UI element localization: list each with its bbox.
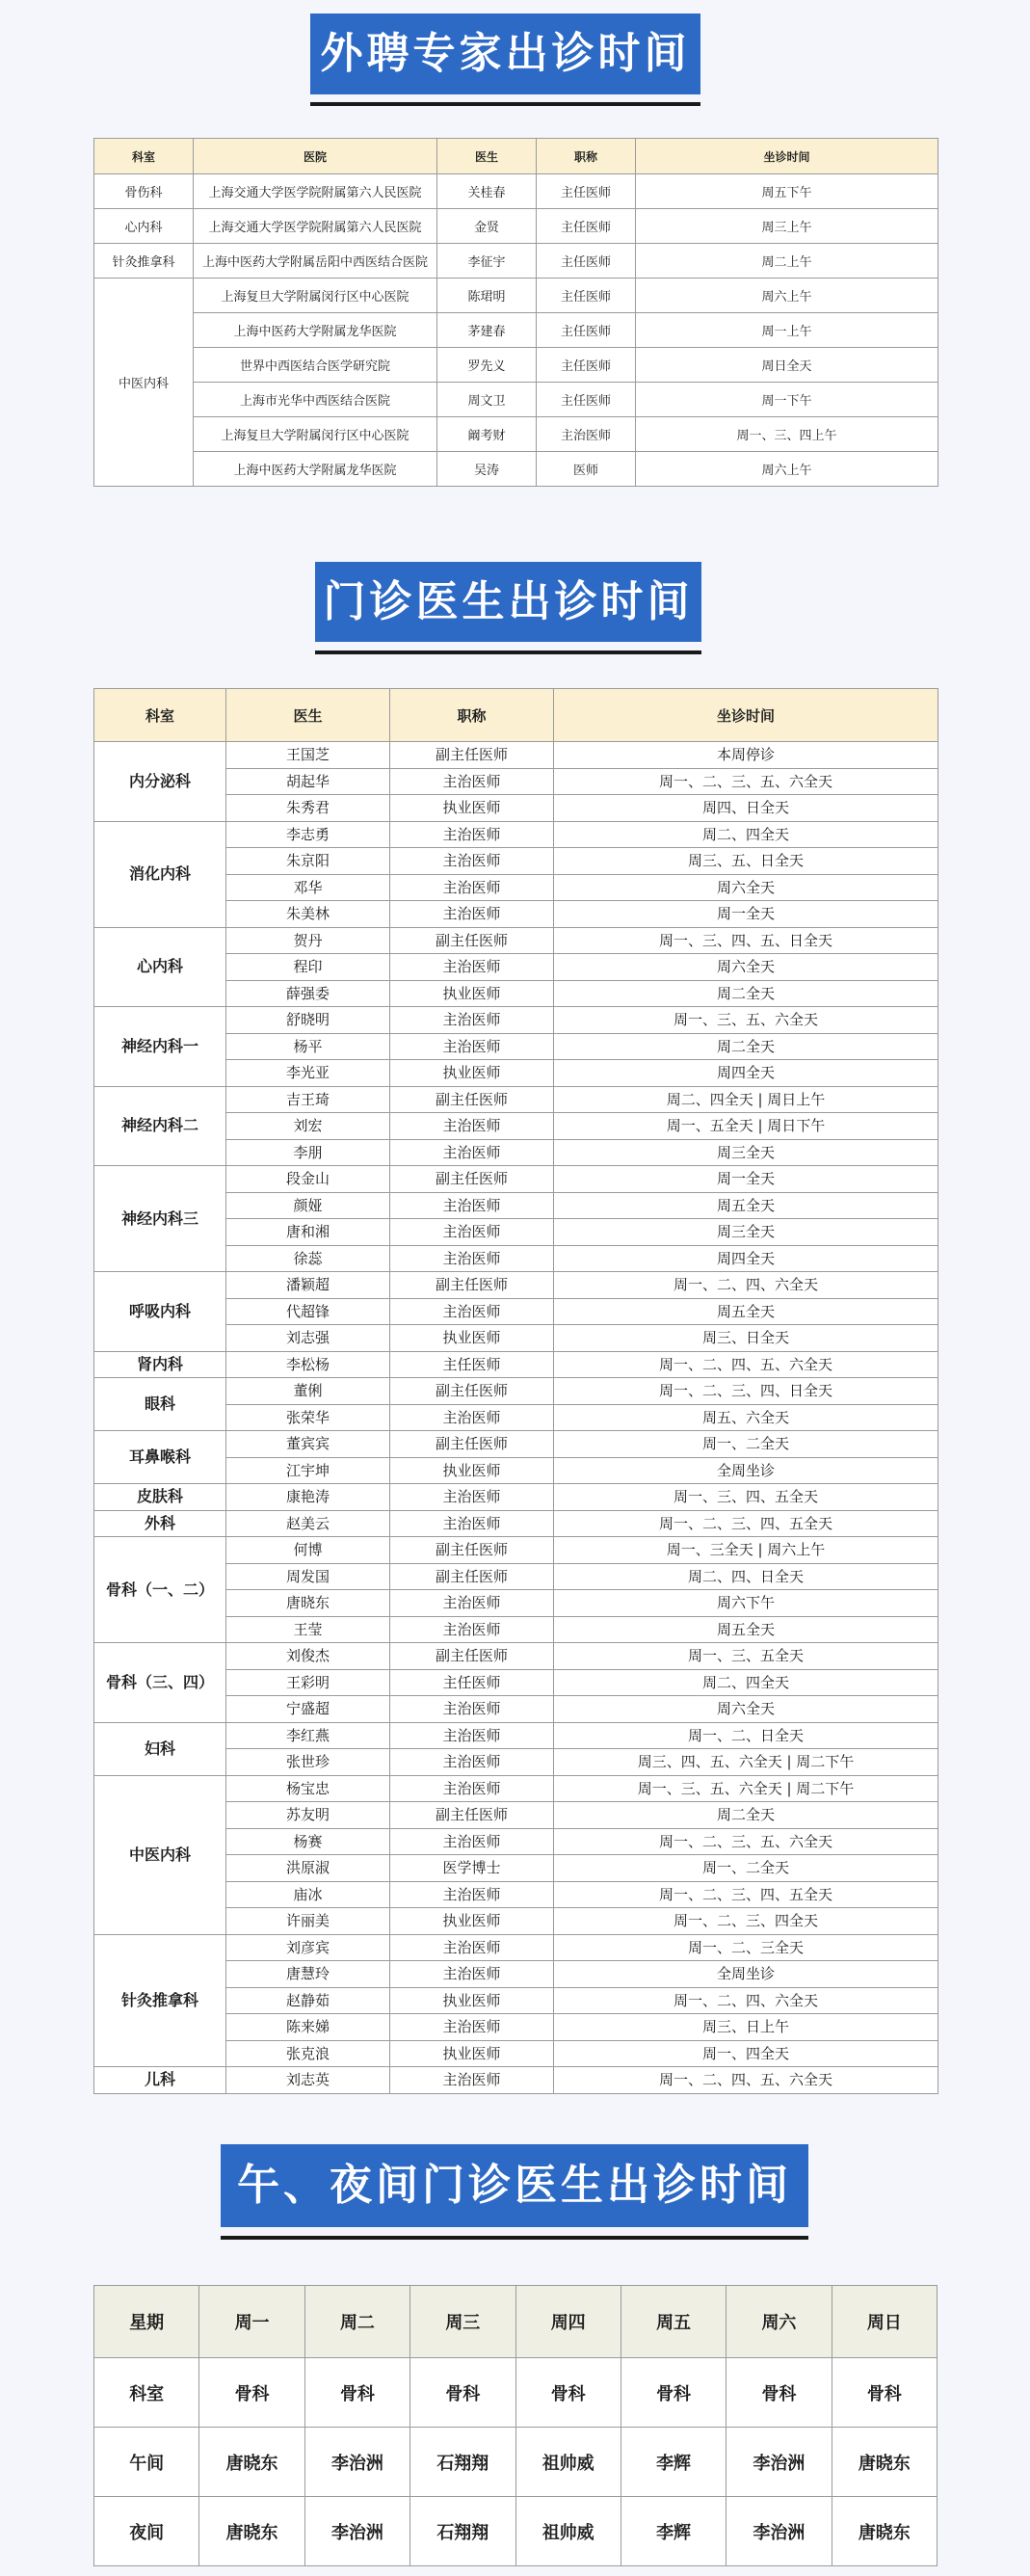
schedule-cell: 周一、二、四、五、六全天 bbox=[554, 1351, 938, 1378]
doctor-cell: 杨平 bbox=[226, 1033, 390, 1060]
schedule-cell: 唐晓东 bbox=[199, 2497, 304, 2566]
column-header: 坐诊时间 bbox=[554, 689, 938, 742]
schedule-cell: 周二全天 bbox=[554, 1802, 938, 1829]
title-cell: 主治医师 bbox=[390, 2014, 554, 2041]
doctor-cell: 潘颖超 bbox=[226, 1272, 390, 1299]
schedule-cell: 本周停诊 bbox=[554, 742, 938, 769]
section3-title-banner bbox=[221, 2144, 808, 2227]
doctor-cell: 舒晓明 bbox=[226, 1007, 390, 1034]
schedule-cell: 李治洲 bbox=[726, 2428, 832, 2497]
hospital-cell: 上海交通大学医学院附属第六人民医院 bbox=[194, 209, 437, 244]
schedule-cell: 石翔翔 bbox=[410, 2497, 515, 2566]
schedule-cell: 骨科 bbox=[515, 2358, 621, 2428]
hospital-cell: 上海市光华中西医结合医院 bbox=[194, 383, 437, 417]
doctor-cell: 李红燕 bbox=[226, 1722, 390, 1749]
table-row bbox=[94, 452, 938, 487]
table-row bbox=[94, 2067, 938, 2094]
table-row bbox=[94, 821, 938, 848]
schedule-cell: 唐晓东 bbox=[832, 2428, 937, 2497]
doctor-cell: 许丽美 bbox=[226, 1908, 390, 1935]
schedule-cell: 周四、日全天 bbox=[554, 795, 938, 822]
title-cell: 主治医师 bbox=[390, 1934, 554, 1961]
title-cell: 主任医师 bbox=[537, 383, 636, 417]
department-cell: 肾内科 bbox=[94, 1351, 226, 1378]
title-cell: 主治医师 bbox=[390, 1961, 554, 1988]
doctor-cell: 王国芝 bbox=[226, 742, 390, 769]
table-row bbox=[94, 1351, 938, 1378]
doctor-cell: 茅建春 bbox=[437, 313, 537, 348]
noon-night-clinic-table bbox=[93, 2285, 938, 2566]
doctor-cell: 刘志英 bbox=[226, 2067, 390, 2094]
schedule-cell: 周五下午 bbox=[636, 174, 938, 209]
title-cell: 主治医师 bbox=[390, 1404, 554, 1431]
schedule-cell: 周一、二、四、五、六全天 bbox=[554, 2067, 938, 2094]
department-cell: 内分泌科 bbox=[94, 742, 226, 822]
table-row bbox=[94, 348, 938, 383]
schedule-cell: 周二全天 bbox=[554, 1033, 938, 1060]
doctor-cell: 康艳涛 bbox=[226, 1484, 390, 1511]
schedule-cell: 周三全天 bbox=[554, 1139, 938, 1166]
doctor-cell: 董宾宾 bbox=[226, 1431, 390, 1458]
schedule-cell: 全周坐诊 bbox=[554, 1961, 938, 1988]
doctor-cell: 李朋 bbox=[226, 1139, 390, 1166]
department-cell: 骨科（一、二） bbox=[94, 1537, 226, 1643]
title-cell: 主治医师 bbox=[390, 1484, 554, 1511]
doctor-cell: 董俐 bbox=[226, 1378, 390, 1405]
doctor-cell: 程印 bbox=[226, 954, 390, 981]
section1-title-underline bbox=[310, 102, 700, 106]
schedule-cell: 周一、二、三、四、五全天 bbox=[554, 1881, 938, 1908]
column-header: 科室 bbox=[94, 689, 226, 742]
schedule-cell: 周四全天 bbox=[554, 1060, 938, 1087]
table-row bbox=[94, 1722, 938, 1749]
schedule-cell: 周日 bbox=[832, 2286, 937, 2358]
table-row bbox=[94, 209, 938, 244]
schedule-cell: 周一、四全天 bbox=[554, 2040, 938, 2067]
title-cell: 医师 bbox=[537, 452, 636, 487]
title-cell: 主治医师 bbox=[537, 417, 636, 452]
schedule-cell: 全周坐诊 bbox=[554, 1457, 938, 1484]
doctor-cell: 庙冰 bbox=[226, 1881, 390, 1908]
department-cell: 中医内科 bbox=[94, 1775, 226, 1934]
title-cell: 主治医师 bbox=[390, 1033, 554, 1060]
hospital-cell: 上海交通大学医学院附属第六人民医院 bbox=[194, 174, 437, 209]
department-cell: 皮肤科 bbox=[94, 1484, 226, 1511]
schedule-cell: 周六全天 bbox=[554, 954, 938, 981]
schedule-cell: 骨科 bbox=[199, 2358, 304, 2428]
doctor-cell: 朱秀君 bbox=[226, 795, 390, 822]
hospital-cell: 上海中医药大学附属龙华医院 bbox=[194, 452, 437, 487]
schedule-cell: 周一、二、日全天 bbox=[554, 1722, 938, 1749]
doctor-cell: 吴涛 bbox=[437, 452, 537, 487]
schedule-cell: 周六全天 bbox=[554, 874, 938, 901]
department-cell: 中医内科 bbox=[94, 279, 194, 487]
schedule-cell: 周五全天 bbox=[554, 1192, 938, 1219]
schedule-cell: 周二上午 bbox=[636, 244, 938, 279]
schedule-cell: 周二、四、日全天 bbox=[554, 1563, 938, 1590]
table-row bbox=[94, 2428, 938, 2497]
department-cell: 儿科 bbox=[94, 2067, 226, 2094]
doctor-cell: 金贤 bbox=[437, 209, 537, 244]
schedule-cell: 李辉 bbox=[621, 2497, 726, 2566]
schedule-cell: 李治洲 bbox=[304, 2497, 409, 2566]
schedule-cell: 周四 bbox=[515, 2286, 621, 2358]
schedule-cell: 周五 bbox=[621, 2286, 726, 2358]
hospital-cell: 世界中西医结合医学研究院 bbox=[194, 348, 437, 383]
title-cell: 主任医师 bbox=[537, 244, 636, 279]
department-cell: 神经内科二 bbox=[94, 1086, 226, 1166]
schedule-cell: 周一、三、四、五全天 bbox=[554, 1484, 938, 1511]
department-cell: 心内科 bbox=[94, 209, 194, 244]
doctor-cell: 洪原淑 bbox=[226, 1855, 390, 1882]
column-header: 坐诊时间 bbox=[636, 139, 938, 174]
table-row bbox=[94, 417, 938, 452]
table-row bbox=[94, 174, 938, 209]
schedule-cell: 周一、二、三全天 bbox=[554, 1934, 938, 1961]
doctor-cell: 苏友明 bbox=[226, 1802, 390, 1829]
doctor-cell: 李松杨 bbox=[226, 1351, 390, 1378]
section3-title: 午、夜间门诊医生出诊时间 bbox=[237, 2161, 792, 2210]
doctor-cell: 唐慧玲 bbox=[226, 1961, 390, 1988]
doctor-cell: 朱京阳 bbox=[226, 848, 390, 875]
schedule-cell: 周一、二全天 bbox=[554, 1431, 938, 1458]
title-cell: 执业医师 bbox=[390, 795, 554, 822]
title-cell: 主任医师 bbox=[537, 174, 636, 209]
department-cell: 神经内科一 bbox=[94, 1007, 226, 1087]
schedule-cell: 周一、二全天 bbox=[554, 1855, 938, 1882]
schedule-cell: 祖帅威 bbox=[515, 2428, 621, 2497]
doctor-cell: 刘宏 bbox=[226, 1113, 390, 1140]
column-header: 医生 bbox=[437, 139, 537, 174]
section1-title: 外聘专家出诊时间 bbox=[320, 29, 691, 78]
table-row bbox=[94, 1510, 938, 1537]
schedule-cell: 周二、四全天 bbox=[554, 1669, 938, 1696]
table-row bbox=[94, 1484, 938, 1511]
column-header: 科室 bbox=[94, 139, 194, 174]
doctor-cell: 代超锋 bbox=[226, 1298, 390, 1325]
doctor-cell: 张克浪 bbox=[226, 2040, 390, 2067]
schedule-cell: 石翔翔 bbox=[410, 2428, 515, 2497]
doctor-cell: 吉王琦 bbox=[226, 1086, 390, 1113]
title-cell: 主治医师 bbox=[390, 1139, 554, 1166]
doctor-cell: 贺丹 bbox=[226, 927, 390, 954]
title-cell: 主治医师 bbox=[390, 954, 554, 981]
doctor-cell: 周发国 bbox=[226, 1563, 390, 1590]
schedule-cell: 周二 bbox=[304, 2286, 409, 2358]
doctor-cell: 宁盛超 bbox=[226, 1696, 390, 1723]
table-row bbox=[94, 1166, 938, 1193]
schedule-cell: 周三、日全天 bbox=[554, 1325, 938, 1352]
schedule-cell: 骨科 bbox=[726, 2358, 832, 2428]
title-cell: 副主任医师 bbox=[390, 1378, 554, 1405]
table-row bbox=[94, 1378, 938, 1405]
department-cell: 神经内科三 bbox=[94, 1166, 226, 1272]
title-cell: 主治医师 bbox=[390, 1881, 554, 1908]
title-cell: 主治医师 bbox=[390, 768, 554, 795]
doctor-cell: 唐和湘 bbox=[226, 1219, 390, 1246]
title-cell: 主治医师 bbox=[390, 848, 554, 875]
doctor-cell: 陈来娣 bbox=[226, 2014, 390, 2041]
schedule-cell: 周六全天 bbox=[554, 1696, 938, 1723]
schedule-cell: 周一上午 bbox=[636, 313, 938, 348]
title-cell: 主治医师 bbox=[390, 1749, 554, 1776]
schedule-cell: 周五全天 bbox=[554, 1616, 938, 1643]
schedule-cell: 周六上午 bbox=[636, 452, 938, 487]
table-header-row bbox=[94, 2286, 938, 2358]
title-cell: 主治医师 bbox=[390, 1828, 554, 1855]
doctor-cell: 刘志强 bbox=[226, 1325, 390, 1352]
doctor-cell: 段金山 bbox=[226, 1166, 390, 1193]
title-cell: 主任医师 bbox=[537, 348, 636, 383]
title-cell: 主治医师 bbox=[390, 1192, 554, 1219]
table-row bbox=[94, 1643, 938, 1670]
schedule-cell: 周一全天 bbox=[554, 1166, 938, 1193]
title-cell: 副主任医师 bbox=[390, 1086, 554, 1113]
schedule-cell: 李辉 bbox=[621, 2428, 726, 2497]
title-cell: 主治医师 bbox=[390, 1696, 554, 1723]
schedule-cell: 骨科 bbox=[304, 2358, 409, 2428]
schedule-cell: 周一、三、四、五、日全天 bbox=[554, 927, 938, 954]
doctor-cell: 李光亚 bbox=[226, 1060, 390, 1087]
doctor-cell: 江宇坤 bbox=[226, 1457, 390, 1484]
external-experts-table bbox=[93, 138, 938, 487]
schedule-cell: 周一、二、三、五、六全天 bbox=[554, 1828, 938, 1855]
doctor-cell: 徐蕊 bbox=[226, 1245, 390, 1272]
title-cell: 副主任医师 bbox=[390, 1166, 554, 1193]
table-row bbox=[94, 1537, 938, 1564]
hospital-cell: 上海复旦大学附属闵行区中心医院 bbox=[194, 279, 437, 313]
schedule-cell: 周一、二、三、四全天 bbox=[554, 1908, 938, 1935]
section3-title-underline bbox=[221, 2236, 808, 2240]
table-row bbox=[94, 927, 938, 954]
section2-title-banner bbox=[315, 562, 701, 642]
doctor-cell: 阚考财 bbox=[437, 417, 537, 452]
doctor-cell: 王莹 bbox=[226, 1616, 390, 1643]
department-cell: 眼科 bbox=[94, 1378, 226, 1431]
title-cell: 主治医师 bbox=[390, 901, 554, 928]
schedule-cell: 周一、二、三、四、五全天 bbox=[554, 1510, 938, 1537]
schedule-cell: 周一、三全天 | 周六上午 bbox=[554, 1537, 938, 1564]
table-row bbox=[94, 383, 938, 417]
doctor-cell: 刘俊杰 bbox=[226, 1643, 390, 1670]
title-cell: 主任医师 bbox=[537, 313, 636, 348]
schedule-cell: 周二、四全天 bbox=[554, 821, 938, 848]
title-cell: 主治医师 bbox=[390, 2067, 554, 2094]
title-cell: 主任医师 bbox=[390, 1669, 554, 1696]
title-cell: 执业医师 bbox=[390, 1987, 554, 2014]
table-row bbox=[94, 1007, 938, 1034]
schedule-cell: 周一 bbox=[199, 2286, 304, 2358]
schedule-cell: 周一全天 bbox=[554, 901, 938, 928]
schedule-cell: 周一、二、三、四、日全天 bbox=[554, 1378, 938, 1405]
doctor-cell: 赵美云 bbox=[226, 1510, 390, 1537]
section2-title-underline bbox=[315, 651, 701, 654]
doctor-cell: 胡起华 bbox=[226, 768, 390, 795]
table-row bbox=[94, 1086, 938, 1113]
department-cell: 消化内科 bbox=[94, 821, 226, 927]
doctor-cell: 李征宇 bbox=[437, 244, 537, 279]
table-row bbox=[94, 742, 938, 769]
title-cell: 执业医师 bbox=[390, 2040, 554, 2067]
schedule-cell: 李治洲 bbox=[726, 2497, 832, 2566]
column-header: 职称 bbox=[390, 689, 554, 742]
department-cell: 骨伤科 bbox=[94, 174, 194, 209]
schedule-cell: 周三、日上午 bbox=[554, 2014, 938, 2041]
schedule-cell: 周三 bbox=[410, 2286, 515, 2358]
title-cell: 主治医师 bbox=[390, 1590, 554, 1617]
doctor-cell: 李志勇 bbox=[226, 821, 390, 848]
table-row bbox=[94, 279, 938, 313]
title-cell: 副主任医师 bbox=[390, 1431, 554, 1458]
table-row bbox=[94, 1934, 938, 1961]
department-cell: 外科 bbox=[94, 1510, 226, 1537]
title-cell: 副主任医师 bbox=[390, 1272, 554, 1299]
doctor-cell: 何博 bbox=[226, 1537, 390, 1564]
schedule-cell: 周一、二、三、五、六全天 bbox=[554, 768, 938, 795]
column-header: 医生 bbox=[226, 689, 390, 742]
doctor-cell: 薛强委 bbox=[226, 980, 390, 1007]
clinic-doctors-table bbox=[93, 688, 938, 2094]
doctor-cell: 杨宝忠 bbox=[226, 1775, 390, 1802]
title-cell: 主治医师 bbox=[390, 1298, 554, 1325]
doctor-cell: 张荣华 bbox=[226, 1404, 390, 1431]
table-header-row bbox=[94, 689, 938, 742]
title-cell: 主任医师 bbox=[537, 279, 636, 313]
department-cell: 骨科（三、四） bbox=[94, 1643, 226, 1723]
title-cell: 主治医师 bbox=[390, 874, 554, 901]
title-cell: 主治医师 bbox=[390, 1775, 554, 1802]
title-cell: 主治医师 bbox=[390, 1510, 554, 1537]
section2-title: 门诊医生出诊时间 bbox=[323, 577, 694, 626]
title-cell: 主治医师 bbox=[390, 1722, 554, 1749]
table-row bbox=[94, 313, 938, 348]
title-cell: 副主任医师 bbox=[390, 1537, 554, 1564]
schedule-cell: 周四全天 bbox=[554, 1245, 938, 1272]
doctor-cell: 张世珍 bbox=[226, 1749, 390, 1776]
doctor-cell: 赵静茹 bbox=[226, 1987, 390, 2014]
section1-title-banner bbox=[310, 13, 700, 94]
schedule-cell: 周六 bbox=[726, 2286, 832, 2358]
schedule-cell: 周六上午 bbox=[636, 279, 938, 313]
schedule-cell: 周三全天 bbox=[554, 1219, 938, 1246]
title-cell: 主任医师 bbox=[390, 1351, 554, 1378]
title-cell: 副主任医师 bbox=[390, 1563, 554, 1590]
table-row bbox=[94, 244, 938, 279]
table-row bbox=[94, 1431, 938, 1458]
schedule-cell: 周一、五全天 | 周日下午 bbox=[554, 1113, 938, 1140]
doctor-cell: 刘彦宾 bbox=[226, 1934, 390, 1961]
title-cell: 主治医师 bbox=[390, 1113, 554, 1140]
hospital-cell: 上海复旦大学附属闵行区中心医院 bbox=[194, 417, 437, 452]
doctor-cell: 唐晓东 bbox=[226, 1590, 390, 1617]
title-cell: 副主任医师 bbox=[390, 742, 554, 769]
row-label-cell: 夜间 bbox=[94, 2497, 199, 2566]
schedule-cell: 李治洲 bbox=[304, 2428, 409, 2497]
doctor-cell: 杨赛 bbox=[226, 1828, 390, 1855]
doctor-cell: 陈珺明 bbox=[437, 279, 537, 313]
schedule-cell: 周三上午 bbox=[636, 209, 938, 244]
schedule-cell: 周三、四、五、六全天 | 周二下午 bbox=[554, 1749, 938, 1776]
hospital-cell: 上海中医药大学附属岳阳中西医结合医院 bbox=[194, 244, 437, 279]
schedule-cell: 周一、三、五全天 bbox=[554, 1643, 938, 1670]
schedule-cell: 周一、三、四上午 bbox=[636, 417, 938, 452]
schedule-cell: 周一、二、四、六全天 bbox=[554, 1987, 938, 2014]
table-row bbox=[94, 2497, 938, 2566]
table-row bbox=[94, 2358, 938, 2428]
schedule-cell: 骨科 bbox=[410, 2358, 515, 2428]
row-label-cell: 星期 bbox=[94, 2286, 199, 2358]
hospital-cell: 上海中医药大学附属龙华医院 bbox=[194, 313, 437, 348]
schedule-cell: 周六下午 bbox=[554, 1590, 938, 1617]
schedule-cell: 周二、四全天 | 周日上午 bbox=[554, 1086, 938, 1113]
doctor-cell: 王彩明 bbox=[226, 1669, 390, 1696]
title-cell: 执业医师 bbox=[390, 1457, 554, 1484]
title-cell: 副主任医师 bbox=[390, 1802, 554, 1829]
department-cell: 妇科 bbox=[94, 1722, 226, 1775]
schedule-cell: 周五、六全天 bbox=[554, 1404, 938, 1431]
doctor-cell: 颜娅 bbox=[226, 1192, 390, 1219]
column-header: 职称 bbox=[537, 139, 636, 174]
title-cell: 医学博士 bbox=[390, 1855, 554, 1882]
schedule-cell: 周一、二、四、六全天 bbox=[554, 1272, 938, 1299]
department-cell: 呼吸内科 bbox=[94, 1272, 226, 1352]
schedule-cell: 周一、三、五、六全天 | 周二下午 bbox=[554, 1775, 938, 1802]
department-cell: 心内科 bbox=[94, 927, 226, 1007]
schedule-cell: 周三、五、日全天 bbox=[554, 848, 938, 875]
title-cell: 执业医师 bbox=[390, 980, 554, 1007]
title-cell: 副主任医师 bbox=[390, 1643, 554, 1670]
doctor-cell: 朱美林 bbox=[226, 901, 390, 928]
doctor-cell: 关桂春 bbox=[437, 174, 537, 209]
schedule-cell: 周日全天 bbox=[636, 348, 938, 383]
title-cell: 主任医师 bbox=[537, 209, 636, 244]
title-cell: 主治医师 bbox=[390, 1245, 554, 1272]
title-cell: 主治医师 bbox=[390, 1007, 554, 1034]
schedule-cell: 周一、三、五、六全天 bbox=[554, 1007, 938, 1034]
doctor-cell: 周文卫 bbox=[437, 383, 537, 417]
schedule-cell: 周一下午 bbox=[636, 383, 938, 417]
schedule-cell: 祖帅威 bbox=[515, 2497, 621, 2566]
table-row bbox=[94, 1775, 938, 1802]
title-cell: 主治医师 bbox=[390, 1616, 554, 1643]
title-cell: 执业医师 bbox=[390, 1060, 554, 1087]
department-cell: 针灸推拿科 bbox=[94, 1934, 226, 2067]
row-label-cell: 午间 bbox=[94, 2428, 199, 2497]
schedule-cell: 唐晓东 bbox=[832, 2497, 937, 2566]
schedule-cell: 周五全天 bbox=[554, 1298, 938, 1325]
schedule-cell: 周二全天 bbox=[554, 980, 938, 1007]
schedule-cell: 骨科 bbox=[832, 2358, 937, 2428]
doctor-cell: 邓华 bbox=[226, 874, 390, 901]
schedule-cell: 唐晓东 bbox=[199, 2428, 304, 2497]
row-label-cell: 科室 bbox=[94, 2358, 199, 2428]
schedule-cell: 骨科 bbox=[621, 2358, 726, 2428]
title-cell: 主治医师 bbox=[390, 821, 554, 848]
title-cell: 执业医师 bbox=[390, 1908, 554, 1935]
table-row bbox=[94, 1272, 938, 1299]
department-cell: 针灸推拿科 bbox=[94, 244, 194, 279]
title-cell: 副主任医师 bbox=[390, 927, 554, 954]
doctor-cell: 罗先义 bbox=[437, 348, 537, 383]
column-header: 医院 bbox=[194, 139, 437, 174]
title-cell: 执业医师 bbox=[390, 1325, 554, 1352]
table-header-row bbox=[94, 139, 938, 174]
department-cell: 耳鼻喉科 bbox=[94, 1431, 226, 1484]
title-cell: 主治医师 bbox=[390, 1219, 554, 1246]
